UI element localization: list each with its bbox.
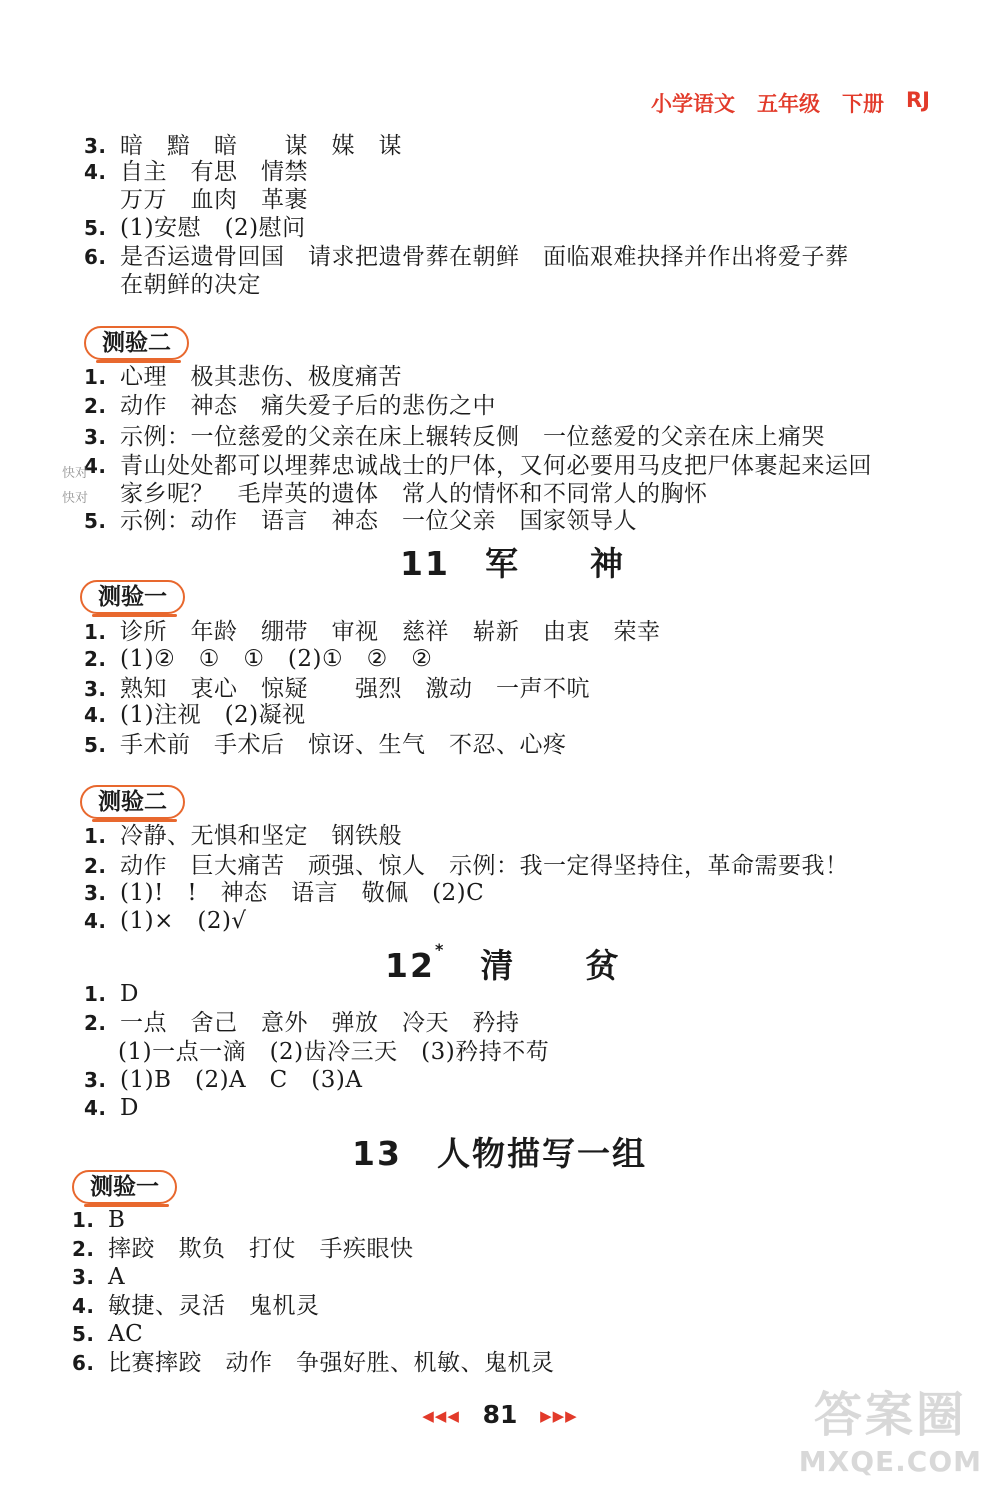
answer-line: 1. D	[84, 981, 139, 1007]
answer-line: 2. 动作 神态 痛失爱子后的悲伤之中	[84, 393, 496, 419]
book-header	[651, 88, 930, 118]
section-tag: 测验一	[80, 580, 185, 614]
answer-line: 5. (1)安慰 (2)慰问	[84, 215, 306, 241]
answer-line: 3. 熟知 衷心 惊疑 强烈 激动 一声不吭	[84, 676, 590, 702]
header-edition: RJ	[906, 88, 930, 112]
answer-line: 5. AC	[72, 1321, 144, 1347]
answer-line: 3. (1)B (2)A C (3)A	[84, 1067, 363, 1093]
answer-line: 1. B	[72, 1207, 126, 1233]
answer-line: 6. 比赛摔跤 动作 争强好胜、机敏、鬼机灵	[72, 1350, 555, 1376]
section-tag: 测验二	[80, 785, 185, 819]
watermark-text: 快对	[62, 466, 89, 481]
next-arrows-icon: ▶▶▶	[540, 1407, 578, 1425]
lesson-title: 13 人物描写一组	[352, 1134, 647, 1173]
section-tag: 测验一	[72, 1170, 177, 1204]
answer-line: 1. 诊所 年龄 绷带 审视 慈祥 崭新 由衷 荣幸	[84, 619, 661, 645]
answer-line: 3. 示例：一位慈爱的父亲在床上辗转反侧 一位慈爱的父亲在床上痛哭	[84, 424, 825, 450]
answer-line: 4. 青山处处都可以埋葬忠诚战士的尸体，又何必要用马皮把尸体裹起来运回	[84, 453, 872, 479]
lesson-title: 12* 清 贫	[385, 940, 621, 985]
answer-line: 1. 心理 极其悲伤、极度痛苦	[84, 364, 402, 390]
watermark-logo: 答案圈 MXQE.COM	[798, 1387, 982, 1478]
answer-line: 家乡呢？ 毛岸英的遗体 常人的情怀和不同常人的胸怀	[120, 481, 708, 507]
answer-line: 2. (1)② ① ① (2)① ② ②	[84, 646, 433, 672]
answer-line: 3. (1)! ! 神态 语言 敬佩 (2)C	[84, 880, 485, 906]
answer-line: 4. (1)注视 (2)凝视	[84, 702, 306, 728]
header-grade: 五年级	[757, 92, 821, 116]
answer-line: 4. 敏捷、灵活 鬼机灵	[72, 1293, 320, 1319]
answer-line: 4. (1)× (2)√	[84, 908, 247, 934]
answer-line: 2. 动作 巨大痛苦 顽强、惊人 示例：我一定得坚持住，革命需要我！	[84, 853, 849, 879]
answer-line: 5. 手术前 手术后 惊讶、生气 不忍、心疼	[84, 732, 567, 758]
answer-line: 4. 自主 有思 情禁	[84, 159, 308, 185]
prev-arrows-icon: ◀◀◀	[422, 1407, 460, 1425]
answer-line: 2. 一点 舍己 意外 弹放 冷天 矜持	[84, 1010, 520, 1036]
answer-line: 2. 摔跤 欺负 打仗 手疾眼快	[72, 1236, 414, 1262]
header-subject: 小学语文	[651, 92, 736, 116]
answer-line: 3. A	[72, 1264, 126, 1290]
header-volume: 下册	[842, 92, 885, 116]
answer-line: (1)一点一滴 (2)齿冷三天 (3)矜持不苟	[118, 1039, 550, 1065]
page-number: ◀◀◀ 81 ▶▶▶	[422, 1400, 578, 1429]
lesson-title: 11 军 神	[400, 544, 625, 583]
answer-line: 1. 冷静、无惧和坚定 钢铁般	[84, 823, 402, 849]
answer-line: 5. 示例：动作 语言 神态 一位父亲 国家领导人	[84, 508, 637, 534]
watermark-text: 快对	[62, 491, 89, 506]
answer-line: 在朝鲜的决定	[120, 272, 261, 298]
answer-line: 3. 暗 黯 暗 谋 媒 谋	[84, 133, 402, 159]
section-tag: 测验二	[84, 326, 189, 360]
answer-line: 6. 是否运遗骨回国 请求把遗骨葬在朝鲜 面临艰难抉择并作出将爱子葬	[84, 244, 849, 270]
answer-line: 4. D	[84, 1095, 139, 1121]
answer-line: 万万 血肉 革裹	[120, 187, 308, 213]
